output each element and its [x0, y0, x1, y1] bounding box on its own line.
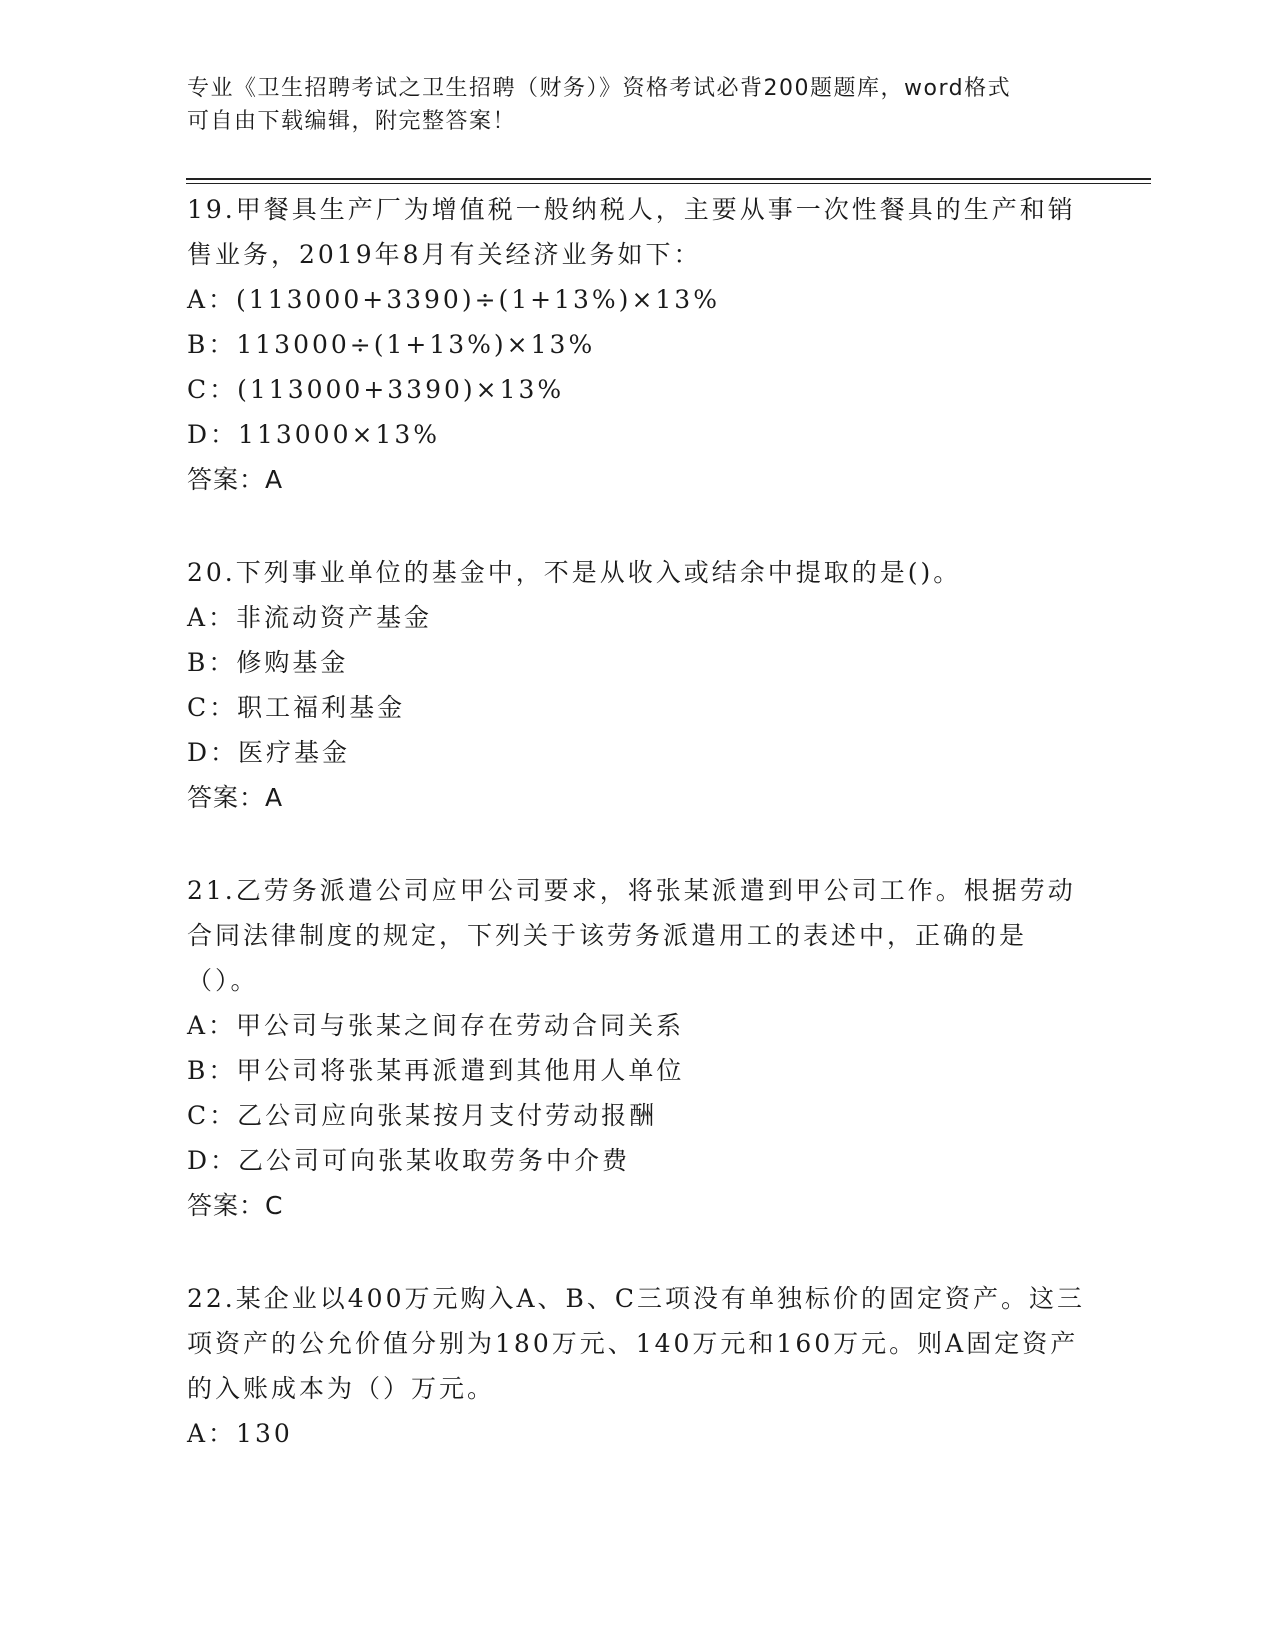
option-b: B：甲公司将张某再派遣到其他用人单位 — [187, 1056, 685, 1085]
option-c: C：(113000+3390)×13% — [187, 375, 565, 404]
option-d: D：医疗基金 — [187, 738, 351, 767]
option-c: C：职工福利基金 — [187, 693, 406, 722]
header-divider-thick — [186, 178, 1151, 180]
question-21 — [187, 868, 1087, 1228]
option-a: A：甲公司与张某之间存在劳动合同关系 — [187, 1011, 685, 1040]
option-a: A：(113000+3390)÷(1+13%)×13% — [187, 285, 720, 314]
question-stem: 19.甲餐具生产厂为增值税一般纳税人，主要从事一次性餐具的生产和销售业务，2019年8月有关经济业务如下： — [187, 195, 1076, 269]
option-c: C：乙公司应向张某按月支付劳动报酬 — [187, 1101, 658, 1130]
question-stem: 22.某企业以400万元购入A、B、C三项没有单独标价的固定资产。这三项资产的公允价值分别为180万元、140万元和160万元。则A固定资产的入账成本为（）万元。 — [187, 1284, 1086, 1403]
document-header: 专业《卫生招聘考试之卫生招聘（财务）》资格考试必背200题题库，word格式 可自由下载编辑，附完整答案！ — [187, 76, 1012, 134]
question-stem: 21.乙劳务派遣公司应甲公司要求，将张某派遣到甲公司工作。根据劳动合同法律制度的规定，下列关于该劳务派遣用工的表述中，正确的是（）。 — [187, 876, 1076, 995]
option-d: D：113000×13% — [187, 420, 440, 449]
option-a: A：130 — [187, 1419, 293, 1448]
answer-line: 答案：C — [187, 1191, 284, 1220]
question-list — [187, 187, 1087, 1504]
option-d: D：乙公司可向张某收取劳务中介费 — [187, 1146, 631, 1175]
answer-line: 答案：A — [187, 783, 284, 812]
header-divider-thin — [186, 183, 1151, 184]
question-19 — [187, 187, 1087, 502]
option-a: A：非流动资产基金 — [187, 603, 433, 632]
option-b: B：113000÷(1+13%)×13% — [187, 330, 596, 359]
question-stem: 20.下列事业单位的基金中，不是从收入或结余中提取的是()。 — [187, 558, 962, 587]
question-22 — [187, 1276, 1087, 1456]
option-b: B：修购基金 — [187, 648, 349, 677]
question-20 — [187, 550, 1087, 820]
answer-line: 答案：A — [187, 465, 284, 494]
